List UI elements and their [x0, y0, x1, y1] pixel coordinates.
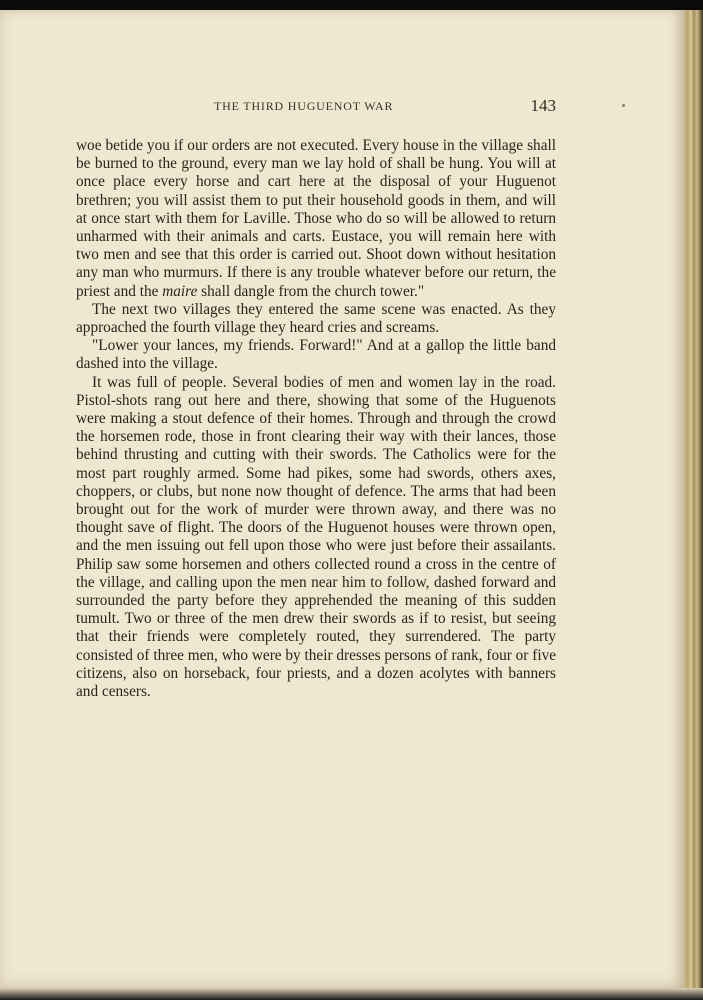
paper-fleck	[622, 104, 625, 107]
paragraph-continued	[76, 137, 556, 301]
paragraph: "Lower your lances, my friends. Forward!" And at a gallop the little band dashed into the village.	[76, 337, 556, 373]
italic-word: maire	[162, 282, 198, 300]
paragraph-text: shall dangle from the church tower."	[197, 282, 425, 300]
page-bottom-edge	[0, 988, 703, 1000]
book-spine-edge	[684, 10, 703, 992]
page-number: 143	[530, 96, 556, 115]
paragraph: It was full of people. Several bodies of men and women lay in the road. Pistol-shots rang out here and there, showing that some of the Huguenots were making a stout defence of their homes. Through and through the crowd the horsemen rode, those in front clearing their way with their lances, those behind thrusting and cutting with their swords. The Catholics were for the most part roughly armed. Some had pikes, some had swords, others axes, choppers, or clubs, but none now thought of defence. The arms that had been brought out for the work of murder were thrown away, and there was no thought save of flight. The doors of the Huguenot houses were thrown open, and the men issuing out fell upon those who were just before their assailants. Philip saw some horsemen and others collected round a cross in the centre of the village, and calling upon the men near him to follow, dashed forward and surrounded the party before they apprehended the meaning of this sudden tumult. Two or three of the men drew their swords as if to resist, but seeing that their friends were completely routed, they surrendered. The party consisted of three men, who were by their dresses persons of rank, four or five citizens, also on horseback, four priests, and a dozen acolytes with banners and censers.	[76, 373, 557, 701]
running-head	[76, 97, 556, 117]
running-title: THE THIRD HUGUENOT WAR	[214, 99, 394, 113]
paragraph-text: woe betide you if our orders are not executed. Every house in the village shall be burned to the ground, every man we lay hold of shall be hung. You will at once place every horse and cart here at the disposal of your Huguenot brethren; you will assist them to put their household goods in them, and will at once start with them for Laville. Those who do so will be allowed to return unharmed with their animals and carts. Eustace, you will remain here with two men and see that this order is carried out. Shoot down without hesitation any man who murmurs. If there is any trouble whatever before our return, the priest and the	[76, 137, 556, 300]
body-text	[76, 137, 556, 701]
paragraph: The next two villages they entered the same scene was enacted. As they approached the fourth village they heard cries and screams.	[76, 300, 556, 337]
